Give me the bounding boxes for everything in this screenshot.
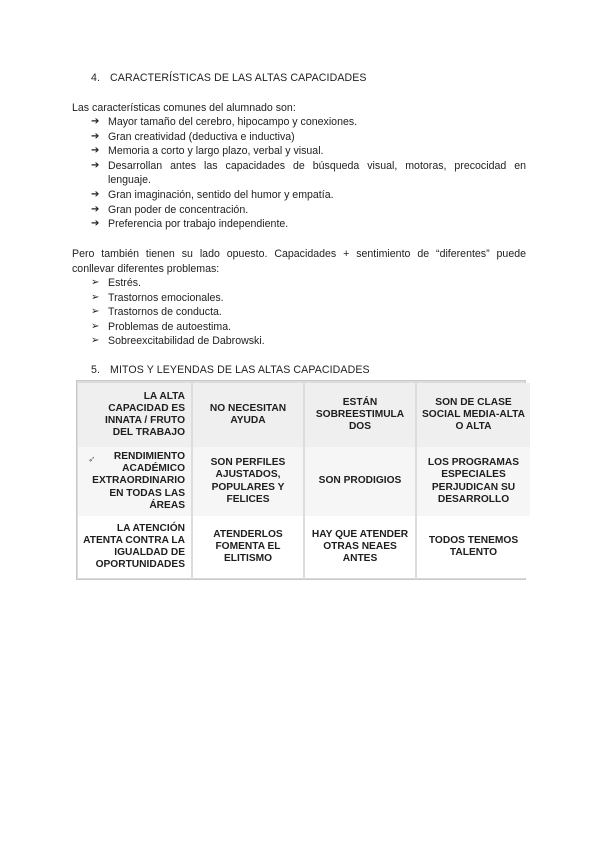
right-arrow-icon: ➔ xyxy=(91,188,100,200)
right-arrow-icon: ➔ xyxy=(91,203,100,215)
arrowhead-icon: ➢ xyxy=(91,291,100,303)
list-item xyxy=(91,291,526,306)
list-item xyxy=(91,203,526,218)
list-item xyxy=(91,130,526,145)
myths-table xyxy=(76,380,526,580)
list-item xyxy=(91,334,526,349)
section-4-paragraph-2: Pero también tienen su lado opuesto. Capacidades + sentimiento de “diferentes” puede conllevar diferentes problemas: xyxy=(72,248,526,275)
arrowhead-icon: ➢ xyxy=(91,320,100,332)
list-item-text: Problemas de autoestima. xyxy=(108,320,232,333)
table-cell: NO NECESITAN AYUDA xyxy=(193,383,303,447)
section-5-heading xyxy=(91,364,370,376)
table-cell: ATENDERLOS FOMENTA EL ELITISMO xyxy=(193,516,303,578)
list-item xyxy=(91,305,526,320)
list-item xyxy=(91,188,526,203)
section-4-heading xyxy=(91,72,367,84)
right-arrow-icon: ➔ xyxy=(91,145,100,157)
table-cell: ESTÁN SOBREESTIMULA DOS xyxy=(305,383,415,447)
arrowhead-icon: ➢ xyxy=(91,335,100,347)
list-item-text: Sobreexcitabilidad de Dabrowski. xyxy=(108,335,265,348)
list-item xyxy=(91,217,526,232)
list-item-text: Memoria a corto y largo plazo, verbal y visual. xyxy=(108,145,324,158)
table-cell: SON DE CLASE SOCIAL MEDIA-ALTA O ALTA xyxy=(417,383,530,447)
table-cell-text: RENDIMIENTO ACADÉMICO EXTRAORDINARIO EN TODAS LAS ÁREAS xyxy=(92,450,185,511)
section-5-title: MITOS Y LEYENDAS DE LAS ALTAS CAPACIDADES xyxy=(110,364,370,376)
list-item xyxy=(91,144,526,159)
section-5-number: 5. xyxy=(91,364,101,376)
problems-list xyxy=(91,276,526,349)
list-item-text: Preferencia por trabajo independiente. xyxy=(108,218,289,231)
table-cell: HAY QUE ATENDER OTRAS NEAES ANTES xyxy=(305,516,415,578)
arrowhead-icon: ➢ xyxy=(91,277,100,288)
right-arrow-icon: ➔ xyxy=(91,116,100,127)
list-item-text: Gran imaginación, sentido del humor y empatía. xyxy=(108,188,334,201)
table-cell xyxy=(78,447,191,516)
cursor-arrow-icon: ➶ xyxy=(88,454,96,464)
table-cell: LA ALTA CAPACIDAD ES INNATA / FRUTO DEL TRABAJO xyxy=(78,383,191,447)
section-4-intro: Las características comunes del alumnado son: xyxy=(72,102,296,114)
list-item-text: Trastornos de conducta. xyxy=(108,306,222,319)
right-arrow-icon: ➔ xyxy=(91,159,100,171)
table-cell: LA ATENCIÓN ATENTA CONTRA LA IGUALDAD DE OPORTUNIDADES xyxy=(78,516,191,578)
list-item xyxy=(91,115,526,130)
list-item-text: Trastornos emocionales. xyxy=(108,291,224,304)
table-cell: SON PERFILES AJUSTADOS, POPULARES Y FELICES xyxy=(193,447,303,516)
table-cell: SON PRODIGIOS xyxy=(305,447,415,516)
list-item-text: Gran poder de concentración. xyxy=(108,203,249,216)
list-item-text: Desarrollan antes las capacidades de búsqueda visual, motoras, precocidad en lenguaje. xyxy=(108,159,526,187)
right-arrow-icon: ➔ xyxy=(91,218,100,230)
list-item xyxy=(91,276,526,291)
list-item xyxy=(91,320,526,335)
section-4-title: CARACTERÍSTICAS DE LAS ALTAS CAPACIDADES xyxy=(110,72,367,84)
table-cell: TODOS TENEMOS TALENTO xyxy=(417,516,530,578)
list-item-text: Mayor tamaño del cerebro, hipocampo y conexiones. xyxy=(108,116,358,128)
list-item xyxy=(91,159,526,188)
right-arrow-icon: ➔ xyxy=(91,130,100,142)
characteristics-list xyxy=(91,115,526,232)
section-4-number: 4. xyxy=(91,72,101,84)
list-item-text: Estrés. xyxy=(108,277,141,289)
arrowhead-icon: ➢ xyxy=(91,306,100,318)
list-item-text: Gran creatividad (deductiva e inductiva) xyxy=(108,130,295,143)
table-cell: LOS PROGRAMAS ESPECIALES PERJUDICAN SU DESARROLLO xyxy=(417,447,530,516)
